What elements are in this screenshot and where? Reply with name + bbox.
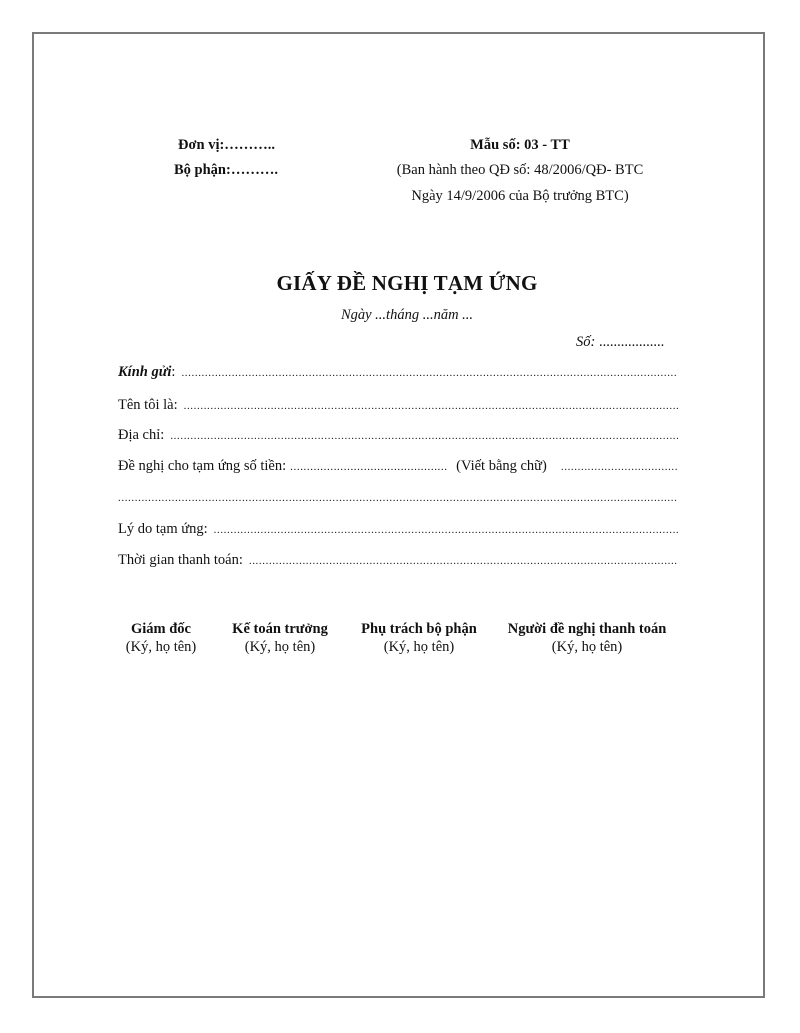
name-label: Tên tôi là: bbox=[118, 397, 178, 413]
signature-note: (Ký, họ tên) bbox=[551, 639, 623, 655]
recipient-row bbox=[118, 363, 678, 381]
payment-time-label: Thời gian thanh toán: bbox=[118, 552, 243, 568]
date-line: Ngày ...tháng ...năm ... bbox=[340, 307, 474, 323]
name-row bbox=[118, 396, 678, 414]
signature-note: (Ký, họ tên) bbox=[383, 639, 455, 655]
signature-department-head bbox=[361, 620, 477, 656]
recipient-field bbox=[118, 363, 175, 381]
address-label: Địa chỉ: bbox=[118, 427, 165, 443]
reason-input[interactable] bbox=[214, 521, 678, 539]
signature-note: (Ký, họ tên) bbox=[244, 639, 316, 655]
signature-chief-accountant bbox=[232, 620, 328, 656]
signature-director bbox=[126, 620, 196, 656]
unit-label: Đơn vị:……….. bbox=[178, 137, 276, 153]
amount-input[interactable] bbox=[290, 458, 448, 476]
number-dots: .................. bbox=[598, 334, 665, 350]
document-title: GIẤY ĐỀ NGHỊ TẠM ỨNG bbox=[276, 271, 538, 295]
department-label: Bộ phận:………. bbox=[174, 162, 278, 178]
address-row bbox=[118, 426, 678, 444]
amount-words-input[interactable] bbox=[561, 458, 678, 476]
amount-row bbox=[118, 457, 678, 475]
issued-date: Ngày 14/9/2006 của Bộ trưởng BTC) bbox=[411, 188, 629, 204]
recipient-colon: : bbox=[171, 364, 176, 380]
signature-role: Kế toán trưởng bbox=[232, 621, 328, 637]
amount-continuation-row bbox=[118, 489, 678, 507]
signature-role: Người đề nghị thanh toán bbox=[507, 621, 667, 637]
form-number: Mẫu số: 03 - TT bbox=[470, 137, 570, 153]
amount-continuation-input[interactable] bbox=[118, 489, 678, 507]
signature-requester bbox=[508, 620, 667, 656]
recipient-input[interactable] bbox=[181, 364, 678, 382]
issued-by: (Ban hành theo QĐ số: 48/2006/QĐ- BTC bbox=[396, 162, 644, 178]
name-input[interactable] bbox=[184, 397, 678, 415]
amount-label: Đề nghị cho tạm ứng số tiền: bbox=[118, 458, 287, 474]
reason-row bbox=[118, 520, 678, 538]
reason-label: Lý do tạm ứng: bbox=[118, 521, 208, 537]
signature-role: Giám đốc bbox=[130, 621, 191, 637]
recipient-label: Kính gửi bbox=[118, 364, 172, 380]
payment-time-row bbox=[118, 551, 678, 569]
signature-note: (Ký, họ tên) bbox=[125, 639, 197, 655]
signature-role: Phụ trách bộ phận bbox=[361, 621, 477, 637]
address-input[interactable] bbox=[170, 427, 678, 445]
document-number bbox=[576, 333, 664, 351]
payment-time-input[interactable] bbox=[249, 552, 678, 570]
number-label: Số: bbox=[576, 334, 596, 350]
amount-words-label: (Viết bằng chữ) bbox=[456, 458, 547, 474]
